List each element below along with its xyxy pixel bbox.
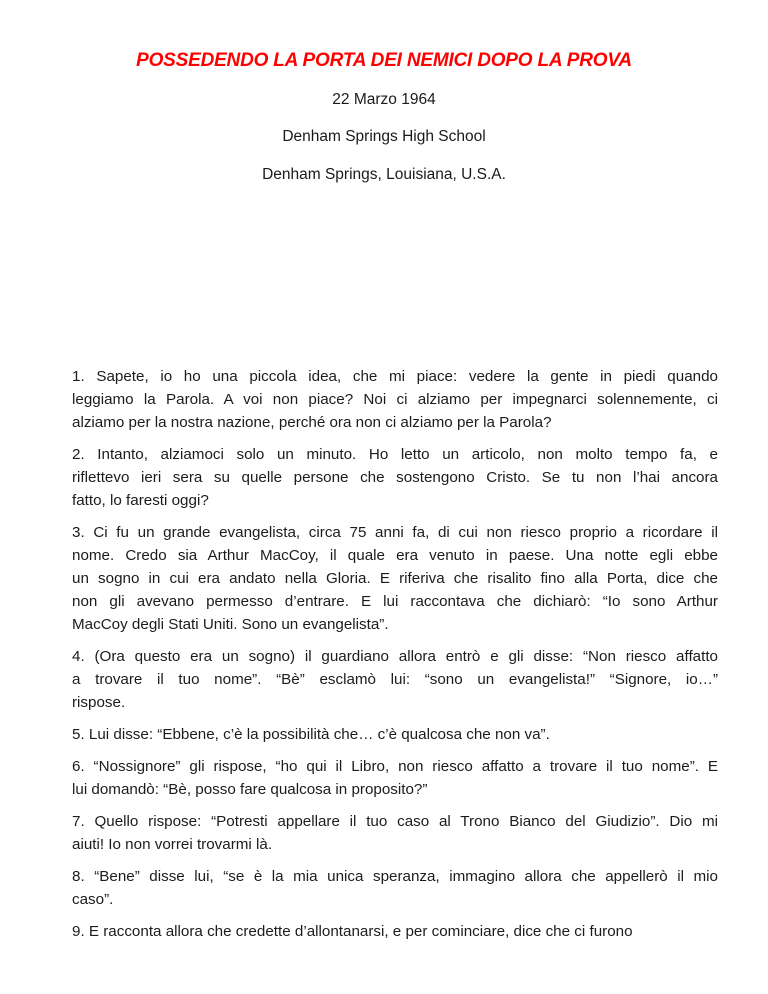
paragraph	[72, 920, 718, 943]
paragraph-line: nome. Credo sia Arthur MacCoy, il quale era venuto in paese. Una notte egli ebbe	[72, 547, 718, 564]
paragraph-line: 3. Ci fu un grande evangelista, circa 75 anni fa, di cui non riesco proprio a ricordare il	[72, 524, 718, 541]
paragraph	[72, 810, 718, 856]
paragraph-line: 4. (Ora questo era un sogno) il guardiano allora entrò e gli disse: “Non riesco affatto	[72, 648, 718, 665]
document-title: POSSEDENDO LA PORTA DEI NEMICI DOPO LA PROVA	[136, 50, 632, 71]
paragraph	[72, 723, 718, 746]
paragraph-line: 1. Sapete, io ho una piccola idea, che mi piace: vedere la gente in piedi quando	[72, 368, 718, 385]
paragraph-line: 9. E racconta allora che credette d’allontanarsi, e per cominciare, dice che ci furono	[72, 923, 633, 940]
paragraph-line: a trovare il tuo nome”. “Bè” esclamò lui: “sono un evangelista!” “Signore, io…”	[72, 671, 718, 688]
paragraph-line: alziamo per la nostra nazione, perché ora non ci alziamo per la Parola?	[72, 414, 552, 431]
paragraph-line: riflettevo ieri sera su quelle persone che sostengono Cristo. Se tu non l’hai ancora	[72, 469, 718, 486]
paragraph-line: 7. Quello rispose: “Potresti appellare il tuo caso al Trono Bianco del Giudizio”. Dio mi	[72, 813, 718, 830]
paragraph-line: 5. Lui disse: “Ebbene, c’è la possibilità che… c’è qualcosa che non va”.	[72, 726, 550, 743]
paragraph	[72, 365, 718, 434]
paragraph	[72, 865, 718, 911]
paragraph	[72, 645, 718, 714]
paragraph-line: MacCoy degli Stati Uniti. Sono un evangelista”.	[72, 616, 389, 633]
paragraph-line: rispose.	[72, 694, 126, 711]
paragraph-line: 6. “Nossignore” gli rispose, “ho qui il Libro, non riesco affatto a trovare il tuo nome”. E	[72, 758, 718, 775]
paragraph	[72, 755, 718, 801]
paragraph-line: fatto, lo faresti oggi?	[72, 492, 209, 509]
document-venue: Denham Springs High School	[282, 128, 486, 145]
paragraph-line: caso”.	[72, 891, 114, 908]
document-location: Denham Springs, Louisiana, U.S.A.	[262, 166, 506, 183]
document-date: 22 Marzo 1964	[332, 91, 436, 108]
paragraph-line: 8. “Bene” disse lui, “se è la mia unica speranza, immagino allora che appellerò il mio	[72, 868, 718, 885]
paragraph	[72, 521, 718, 636]
document-body	[72, 365, 718, 952]
paragraph-line: un sogno in cui era andato nella Gloria. E riferiva che risalito fino alla Porta, dice che	[72, 570, 718, 587]
paragraph-line: leggiamo la Parola. A voi non piace? Noi ci alziamo per impegnarci solennemente, ci	[72, 391, 718, 408]
paragraph-line: aiuti! Io non vorrei trovarmi là.	[72, 836, 273, 853]
paragraph	[72, 443, 718, 512]
paragraph-line: 2. Intanto, alziamoci solo un minuto. Ho letto un articolo, non molto tempo fa, e	[72, 446, 718, 463]
paragraph-line: lui domandò: “Bè, posso fare qualcosa in proposito?”	[72, 781, 428, 798]
paragraph-line: non gli avevano permesso d’entrare. E lui raccontava che dichiarò: “Io sono Arthur	[72, 593, 718, 610]
